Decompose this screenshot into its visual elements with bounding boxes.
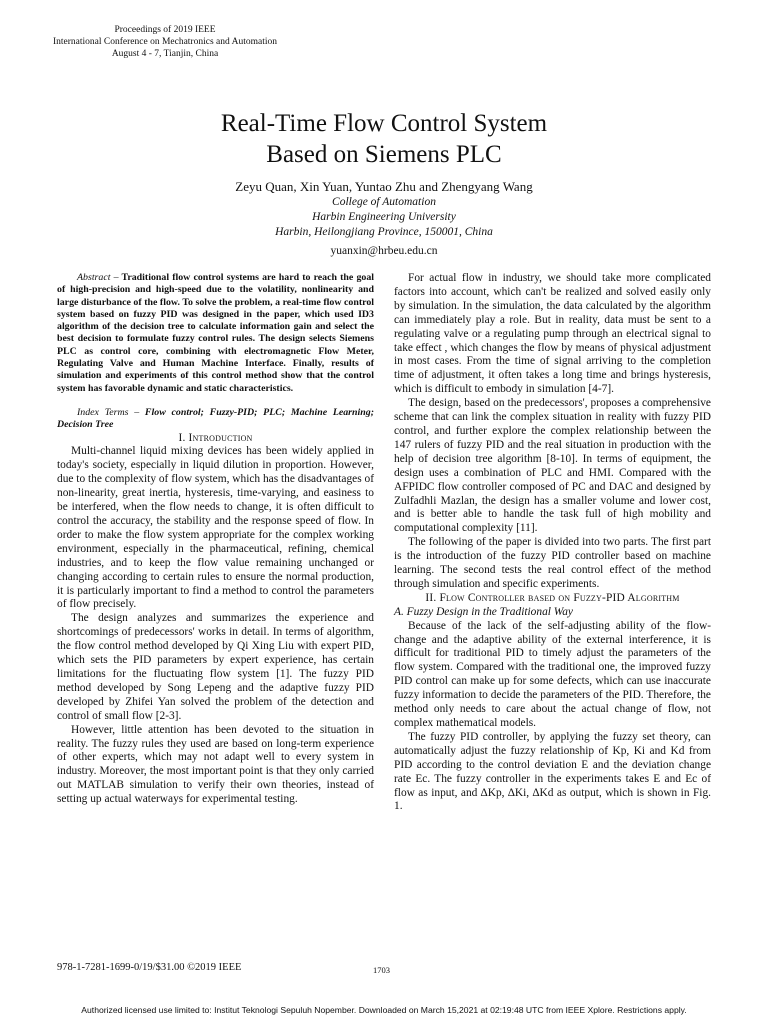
affiliation-university: Harbin Engineering University (312, 211, 456, 223)
paragraph: The design analyzes and summarizes the experience and shortcomings of predecessors' works in detail. In terms of algorithm, the flow control method developed by Qi Xing Liu with expert PID, which sets the PID parameters by expert experience, has certain limitations for the fluctuating flow system [1]. The fuzzy PID method developed by Song Lepeng and the adaptive fuzzy PID developed by Zhifei Yan solved the problem of the detection and control of small flow [2-3]. (57, 612, 374, 722)
paragraph: However, little attention has been devoted to the situation in reality. The fuzzy rules they used are based on long-term experience of other experts, which may not adapt well to every system in industry. Moreover, the most important point is that they only carried out MATLAB simulation to verify their own theories, instead of setting up actual waterways for experimental testing. (57, 723, 374, 806)
index-terms-text: Flow control; Fuzzy-PID; PLC; Machine Learning; Decision Tree (57, 406, 374, 431)
paper-title-line1: Real-Time Flow Control System (220, 110, 548, 137)
abstract-label: Abstract – (77, 272, 119, 283)
section-heading-flow-controller: II. Flow Controller based on Fuzzy-PID Algorithm (425, 591, 680, 604)
abstract (57, 272, 374, 395)
license-notice: Authorized licensed use limited to: Institut Teknologi Sepuluh Nopember. Downloaded on March 15,2021 at 02:19:48 UTC from IEEE Xplore. Restrictions apply. (81, 1005, 687, 1015)
index-terms-label: Index Terms – (77, 406, 140, 418)
conference-header (40, 24, 290, 60)
paragraph: The fuzzy PID controller, by applying the fuzzy set theory, can automatically adjust the fuzzy relationship of Kp, Ki and Kd from PID according to the control deviation E and the deviation change rate Ec. The fuzzy controller in the experiments takes E and Ec of flow as input, and ∆Kp, ∆Ki, ∆Kd as output, which is shown in Fig. 1. (394, 730, 711, 813)
affiliation-college: College of Automation (332, 196, 436, 208)
index-terms (57, 407, 374, 432)
conference-header-line3: August 4 - 7, Tianjin, China (111, 49, 219, 59)
affiliation-address: Harbin, Heilongjiang Province, 150001, China (275, 226, 493, 238)
paragraph: The design, based on the predecessors', proposes a comprehensive scheme that can link the complex situation in reality with fuzzy PID control, and further explore the complex relationship between the 147 rulers of fuzzy PID and the real situation in production with the help of decision tree algorithm [8-10]. In terms of equipment, the design uses a combination of PLC and HMI. Compared with the AFPIDC flow controller composed of PC and DAC and designed by Zulfadhli Mazlan, the design has a smaller volume and lower cost, and is better able to handle the task full of high mobility and computational complexity [11]. (394, 397, 711, 535)
right-column (394, 272, 711, 814)
page-number: 1703 (373, 965, 390, 975)
copyright-footer: 978-1-7281-1699-0/19/$31.00 ©2019 IEEE (57, 962, 242, 973)
abstract-text: Traditional flow control systems are hard to reach the goal of high-precision and high-speed due to the volatility, nonlinearity and large disturbance of the flow. To solve the problem, a real-time flow control system based on fuzzy PID was designed in the paper, which used ID3 algorithm of the decision tree to calculate information gain and select the best decision to formulate fuzzy control rules. The design selects Siemens PLC as control core, combining with electromagnetic Flow Meter, Regulating Valve and Human Machine Interface. Finally, results of simulation and experiments of this control method show that the control system has favorable dynamic and static characteristics. (57, 272, 374, 394)
paper-title-line2: Based on Siemens PLC (266, 141, 502, 168)
left-column (57, 272, 374, 807)
paragraph: Multi-channel liquid mixing devices has been widely applied in today's society, especially in liquid dilution in proportion. However, due to the complexity of flow system, which has the disadvantages of non-linearity, great inertia, hysteresis, time-varying, and easiness to be interfered, when the flow needs to change, it is often difficult to control the accuracy, the stability and the response speed of flow. In order to make the flow system appropriate for the complex working environment, especially in the pharmaceutical, refining, chemical industries, and to keep the flow value remaining unchanged or changing according to certain rules to ensure the normal production, it is particularly important to find a method to control the parameters of flow precisely. (57, 445, 374, 611)
author-email: yuanxin@hrbeu.edu.cn (330, 245, 438, 257)
subsection-heading-fuzzy-design: A. Fuzzy Design in the Traditional Way (394, 605, 573, 618)
paragraph: The following of the paper is divided into two parts. The first part is the introduction of the fuzzy PID controller based on machine learning. The second tests the real control effect of the method through simulation and specific experiments. (394, 536, 711, 590)
paragraph: For actual flow in industry, we should take more complicated factors into account, which can't be realized and solved easily only by simulation. In the simulation, the data calculated by the algorithm can immediately play a role. But in reality, data must be sent to a regulating valve or a regulating pump through an electrical signal to take effect , which changes the flow by means of physical adjustment in most cases. From the time of signal arriving to the completion time of adjustment, it often takes a long time and brings hysteresis, which is difficult to embody in simulation [4-7]. (394, 272, 711, 396)
conference-header-line2: International Conference on Mechatronics and Automation (53, 37, 277, 47)
author-list: Zeyu Quan, Xin Yuan, Yuntao Zhu and Zhengyang Wang (235, 179, 533, 194)
section-heading-introduction: I. Introduction (178, 431, 253, 444)
conference-header-line1: Proceedings of 2019 IEEE (114, 25, 216, 35)
title-block (0, 108, 768, 259)
paragraph: Because of the lack of the self-adjusting ability of the flow-change and the adaptive ability of the external interference, it is difficult for traditional PID to timely adjust the parameters of the flow system. Compared with the traditional one, the improved fuzzy PID control can make up for some defects, which can use inaccurate fuzzy information to decide the parameters of the PID. Therefore, the method only needs to care about the actual change of flow, not complex mathematical models. (394, 619, 711, 729)
